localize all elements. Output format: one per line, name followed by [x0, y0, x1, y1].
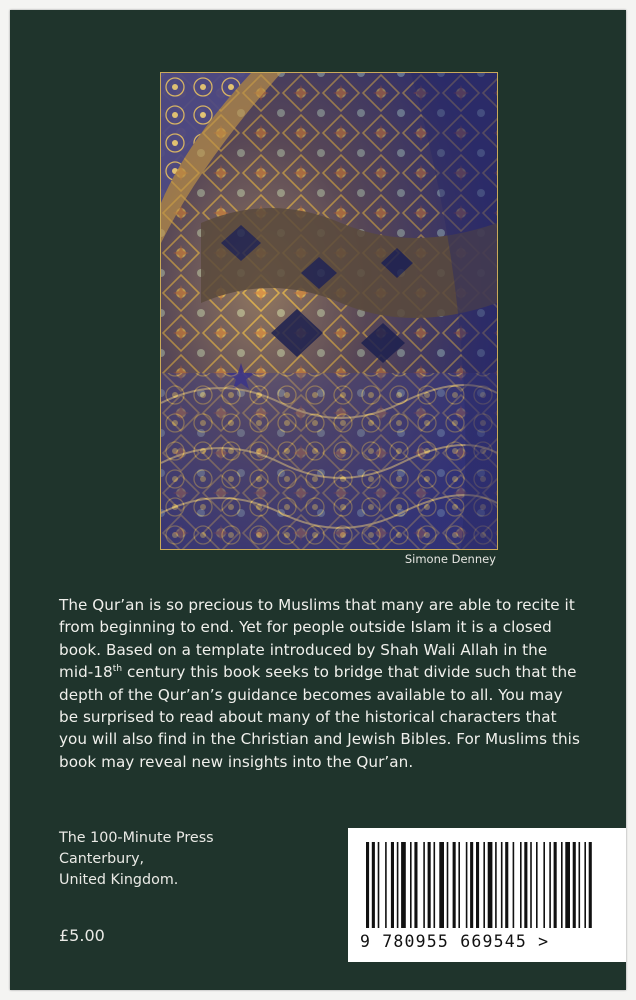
barcode-bar	[476, 842, 479, 928]
barcode-bar	[501, 842, 503, 928]
mosque-ceiling-mosaic-image	[161, 73, 497, 549]
barcode-bar	[458, 842, 460, 928]
barcode-bar	[549, 842, 551, 928]
publisher-name: The 100-Minute Press	[59, 830, 214, 846]
cover-photo	[160, 72, 498, 550]
book-description-part2: century this book seeks to bridge that divide such that the depth of the Qur’an’s guidance becomes available to all. You may be surprised to read about many of the historical characters that you will also find in the Christian and Jewish Bibles. For Muslims this book may reveal new insights into the Qur’an.	[59, 663, 580, 771]
barcode-bar	[483, 842, 485, 928]
barcode-bar	[391, 842, 394, 928]
barcode-bar	[466, 842, 468, 928]
barcode-bar	[447, 842, 449, 928]
barcode-bar	[561, 842, 563, 928]
barcode-bar	[589, 842, 592, 928]
barcode-bar	[439, 842, 444, 928]
barcode-bar	[530, 842, 532, 928]
barcode-bar	[378, 842, 380, 928]
barcode-bar	[520, 842, 522, 928]
barcode-bar	[573, 842, 576, 928]
book-back-cover	[10, 10, 626, 990]
book-description-superscript: th	[112, 664, 123, 675]
barcode	[348, 828, 626, 962]
barcode-bars	[348, 828, 626, 932]
barcode-bar	[524, 842, 527, 928]
barcode-bar	[505, 842, 508, 928]
barcode-bar	[401, 842, 406, 928]
barcode-bar	[554, 842, 557, 928]
barcode-bar	[536, 842, 538, 928]
barcode-bar	[434, 842, 436, 928]
price: £5.00	[59, 926, 105, 945]
barcode-bar	[423, 842, 425, 928]
barcode-bar	[428, 842, 431, 928]
barcode-bar	[385, 842, 387, 928]
book-description	[59, 594, 581, 773]
isbn-number: 9 780955 669545 >	[360, 932, 550, 951]
publisher-city: Canterbury,	[59, 851, 145, 867]
photo-credit: Simone Denney	[404, 552, 496, 566]
barcode-bar	[488, 842, 493, 928]
barcode-bar	[579, 842, 581, 928]
barcode-bar	[453, 842, 456, 928]
barcode-bar	[414, 842, 417, 928]
barcode-bar	[584, 842, 586, 928]
publisher-country: United Kingdom.	[59, 872, 179, 888]
barcode-bar	[410, 842, 412, 928]
barcode-bar	[565, 842, 570, 928]
book-description-part1: The Qur’an is so precious to Muslims that many are able to recite it from beginning to end. Yet for people outside Islam it is a closed book. Based on a template introduced by Shah Wali Allah in the mid-18	[59, 596, 575, 682]
barcode-bar	[372, 842, 375, 928]
barcode-bar	[513, 842, 515, 928]
barcode-bar	[495, 842, 497, 928]
publisher-info	[59, 828, 214, 891]
barcode-bar	[470, 842, 473, 928]
barcode-bar	[366, 842, 369, 928]
barcode-bar	[543, 842, 545, 928]
barcode-bar	[397, 842, 399, 928]
